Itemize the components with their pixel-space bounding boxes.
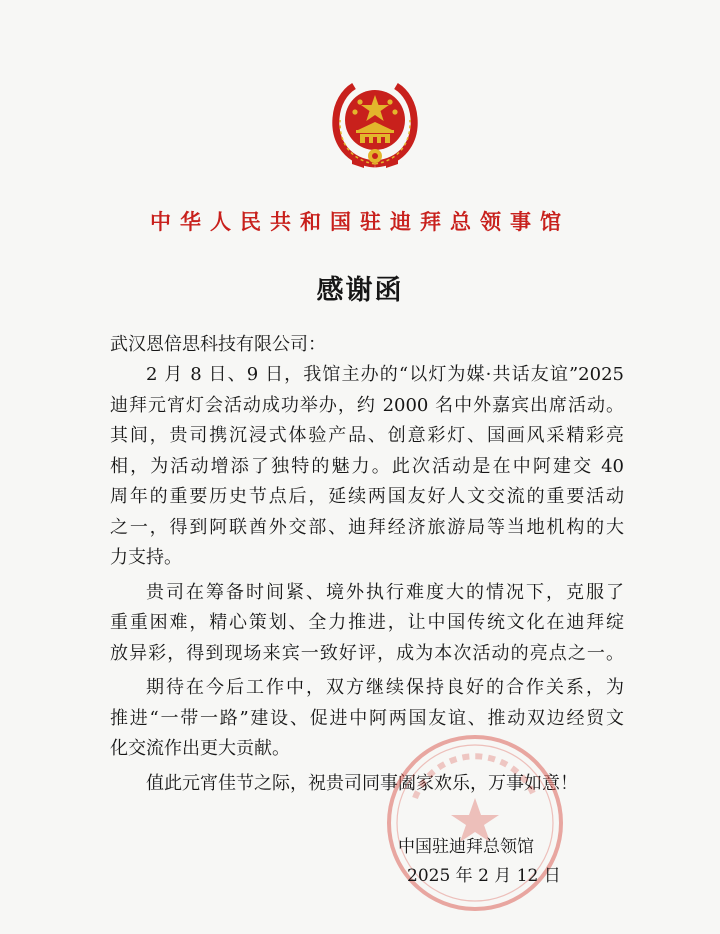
- letterhead-org-name: 中华人民共和国驻迪拜总领事馆: [150, 209, 570, 234]
- body-line: 推进“一带一路”建设、促进中阿两国友谊、推动双边经贸文: [110, 707, 624, 729]
- body-line: 重重困难，精心策划、全力推进，让中国传统文化在迪拜绽: [110, 612, 624, 633]
- body-line: 相，为活动增添了独特的魅力。此次活动是在中阿建交 40: [110, 455, 624, 477]
- paragraph: [110, 360, 624, 574]
- paragraph: [110, 578, 624, 670]
- body-line: 值此元宵佳节之际，祝贵司同事阖家欢乐，万事如意！: [146, 772, 578, 794]
- signature-date: 2025 年 2 月 12 日: [407, 866, 561, 886]
- body-line: 化交流作出更大贡献。: [110, 738, 290, 759]
- body-line: 之一，得到阿联酋外交部、迪拜经济旅游局等当地机构的大: [110, 516, 624, 538]
- addressee: 武汉恩倍思科技有限公司：: [110, 334, 326, 355]
- body-line: 期待在今后工作中，双方继续保持良好的合作关系，为: [146, 677, 624, 698]
- body-line: 其间，贵司携沉浸式体验产品、创意彩灯、国画风采精彩亮: [110, 425, 624, 446]
- body-line: 贵司在筹备时间紧、境外执行难度大的情况下，克服了: [146, 581, 624, 603]
- national-emblem-icon: [330, 78, 420, 170]
- signature-org: 中国驻迪拜总领馆: [398, 837, 534, 857]
- official-seal-stamp: [380, 728, 570, 918]
- letter-title: 感谢函: [316, 275, 404, 306]
- body-line: 力支持。: [110, 547, 182, 568]
- body-line: 2 月 8 日、9 日，我馆主办的“以灯为媒·共话友谊”2025: [146, 364, 624, 385]
- body-line: 周年的重要历史节点后，延续两国友好人文交流的重要活动: [110, 486, 624, 507]
- body-line: 迪拜元宵灯会活动成功举办，约 2000 名中外嘉宾出席活动。: [110, 394, 624, 416]
- body-line: 放异彩，得到现场来宾一致好评，成为本次活动的亮点之一。: [110, 642, 624, 664]
